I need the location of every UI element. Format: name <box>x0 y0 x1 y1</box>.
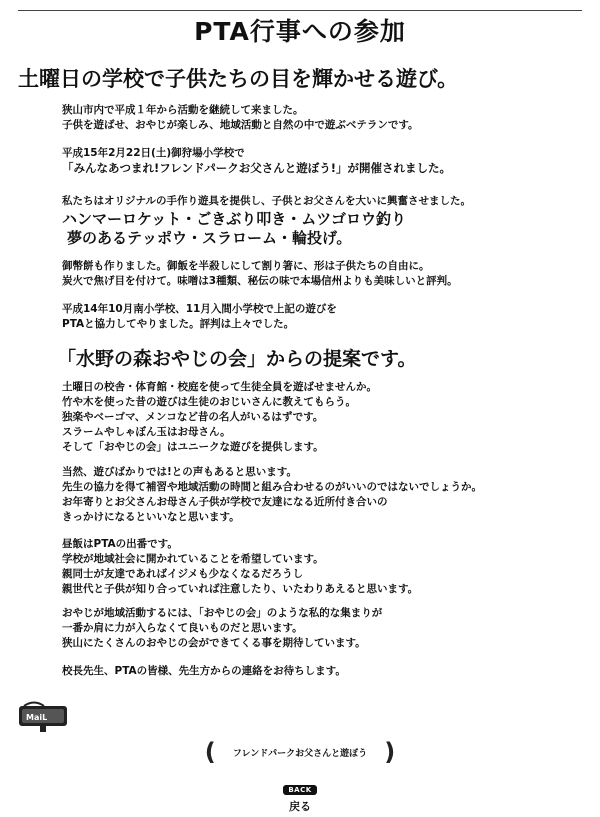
closing-line: 校長先生、PTAの皆様、先生方からの連絡をお待ちします。 <box>62 665 346 677</box>
friend-park-nav <box>0 740 600 764</box>
event-line: 「みんなあつまれ!フレンドパークお父さんと遊ぼう!」が開催されました。 <box>62 161 452 175</box>
friend-park-link[interactable]: フレンドパークお父さんと遊ぼう <box>232 748 368 759</box>
toys-intro-line: 私たちはオリジナルの手作り遊具を提供し、子供とお父さんを大いに興奮させました。 <box>62 195 471 207</box>
lunch-line: 親同士が友達であればイジメも少なくなるだろうし <box>62 568 304 580</box>
section-heading-saturday-play: 土曜日の学校で子供たちの目を輝かせる遊び。 <box>18 67 459 91</box>
proposal-line: 竹や木を使った昔の遊びは生徒のおじいさんに教えてもらう。 <box>62 396 356 408</box>
hope-line: 狭山にたくさんのおやじの会ができてくる事を期待しています。 <box>62 637 366 649</box>
hope-line: 一番か肩に力が入らなくて良いものだと思います。 <box>62 622 303 634</box>
lunch-paragraph <box>62 537 418 597</box>
history-paragraph <box>62 302 337 332</box>
proposal-line: スラームやしゃぼん玉はお母さん。 <box>62 426 231 438</box>
mochi-line: 御幣餅も作りました。御飯を半殺しにして割り箸に、形は子供たちの自由に。 <box>62 260 430 272</box>
mochi-line: 炭火で焦げ目を付けて。味噌は3種類、秘伝の味で本場信州よりも美味しいと評判。 <box>62 275 458 287</box>
proposal-line: 土曜日の校舎・体育館・校庭を使って生徒全員を遊ばせませんか。 <box>62 381 377 393</box>
lunch-line: 親世代と子供が知り合っていれば注意したり、いたわりあえると思います。 <box>62 583 419 595</box>
intro-line: 子供を遊ばせ、おやじが楽しみ、地域活動と自然の中で遊ぶベテランです。 <box>62 119 419 131</box>
toys-line: ハンマーロケット・ごきぶり叩き・ムツゴロウ釣り <box>62 210 406 228</box>
back-label: 戻る <box>289 800 311 813</box>
toys-list <box>62 210 406 248</box>
opinion-line: 先生の協力を得て補習や地域活動の時間と組み合わせるのがいいのではないでしょうか。 <box>62 481 482 493</box>
section-heading-proposal: 「水野の森おやじの会」からの提案です。 <box>57 348 417 370</box>
opinion-line: お年寄りとお父さんお母さん子供が学校で友達になる近所付き合いの <box>62 496 388 508</box>
proposal-line: そして「おやじの会」はユニークな遊びを提供します。 <box>62 441 324 453</box>
opinion-line: 当然、遊びばかりでは!との声もあると思います。 <box>62 466 297 478</box>
back-badge: BACK <box>283 785 316 795</box>
intro-line: 狭山市内で平成１年から活動を継続して来ました。 <box>62 104 304 116</box>
hope-paragraph <box>62 606 382 651</box>
page-title: PTA行事への参加 <box>194 17 406 46</box>
toys-line: 夢のあるテッポウ・スラローム・輪投げ。 <box>67 229 352 247</box>
top-rule <box>18 10 582 11</box>
back-button[interactable] <box>278 777 322 814</box>
left-bracket-icon: ( <box>204 738 216 766</box>
history-line: PTAと協力してやりました。評判は上々でした。 <box>62 318 295 330</box>
proposal-paragraph <box>62 380 377 455</box>
event-line: 平成15年2月22日(土)御狩場小学校で <box>62 147 245 159</box>
mail-label: MaiL <box>26 713 48 722</box>
lunch-line: 学校が地域社会に開かれていることを希望しています。 <box>62 553 324 565</box>
proposal-line: 独楽やベーゴマ、メンコなど昔の名人がいるはずです。 <box>62 411 324 423</box>
right-bracket-icon: ) <box>384 738 396 766</box>
intro-paragraph <box>62 103 418 133</box>
toys-intro <box>62 194 471 209</box>
lunch-line: 昼飯はPTAの出番です。 <box>62 538 178 550</box>
mail-icon[interactable] <box>18 699 70 733</box>
opinion-line: きっかけになるといいなと思います。 <box>62 511 240 523</box>
hope-line: おやじが地域活動するには、「おやじの会」のような私的な集まりが <box>62 607 383 619</box>
history-line: 平成14年10月南小学校、11月入間小学校で上記の遊びを <box>62 303 337 315</box>
event-paragraph <box>62 146 451 176</box>
mochi-paragraph <box>62 259 458 289</box>
closing-paragraph <box>62 664 346 679</box>
opinion-paragraph <box>62 465 482 525</box>
